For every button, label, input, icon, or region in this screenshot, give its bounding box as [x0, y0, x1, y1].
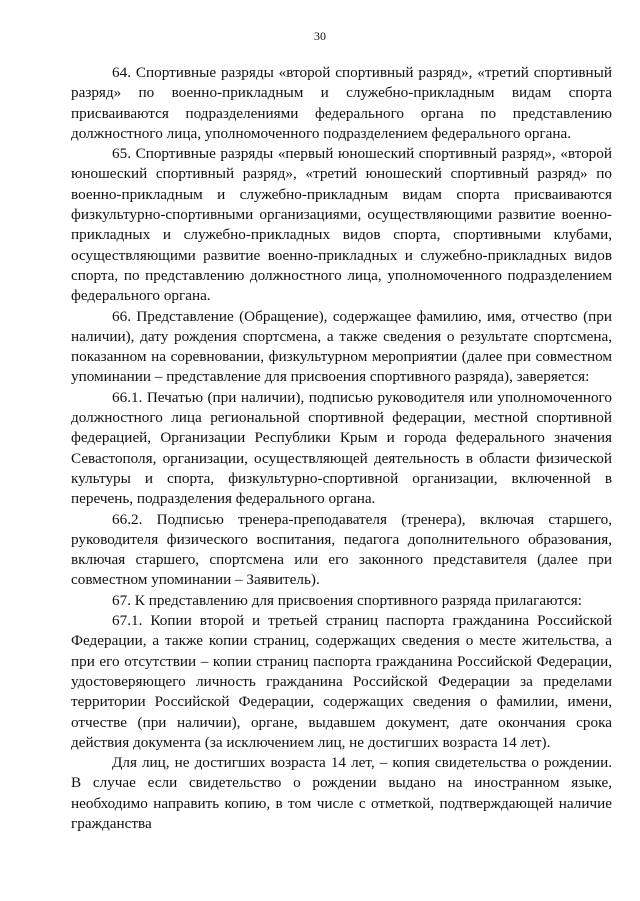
paragraph-67: 67. К представлению для присвоения спортивного разряда прилагаются:: [112, 591, 582, 609]
paragraph-65: 65. Спортивные разряды «первый юношеский спортивный разряд», «второй юношеский спортивный разряд», «третий юношеский спортивный разряд» по военно-прикладным и служебно-прикладным видам спорта присваиваются физкультурно-спортивными организациями, осуществляющими развитие военно-прикладных и служебно-прикладных видов спорта, спортивными клубами, осуществляющими развитие военно-прикладных и служебно-прикладных видов спорта, по представлению должностного лица, уполномоченного подразделением федерального органа.: [71, 145, 612, 305]
paragraph-67-1: 67.1. Копии второй и третьей страниц паспорта гражданина Российской Федерации, а также копии страниц, содержащих сведения о месте жительства, а при его отсутствии – копии страниц паспорта гражданина Российской Федерации, удостоверяющего личность гражданина Российской Федерации за пределами территории Российской Федерации, содержащих сведения о фамилии, имени, отчестве (при наличии), органе, выдавшем документ, дате окончания срока действия документа (за исключением лиц, не достигших возраста 14 лет).: [71, 612, 612, 751]
paragraph-66: 66. Представление (Обращение), содержащее фамилию, имя, отчество (при наличии), дату рождения спортсмена, а также сведения о результате спортсмена, показанном на соревновании, физкультурном мероприятии (далее при совместном упоминании – представление для присвоения спортивного разряда), заверяется:: [71, 307, 612, 386]
paragraph-minors: Для лиц, не достигших возраста 14 лет, – копия свидетельства о рождении. В случае если свидетельство о рождении выдано на иностранном языке, необходимо направить копию, в том числе с отметкой, подтверждающей наличие гражданства: [71, 754, 612, 832]
paragraph-66-2: 66.2. Подписью тренера-преподавателя (тренера), включая старшего, руководителя физического воспитания, педагога дополнительного образования, включая старшего, спортсмена или его законного представителя (далее при совместном упоминании – Заявитель).: [71, 510, 612, 589]
paragraph-64: 64. Спортивные разряды «второй спортивный разряд», «третий спортивный разряд» по военно-прикладным и служебно-прикладным видам спорта присваиваются подразделениями федерального органа по представлению должностного лица, уполномоченного подразделением федерального органа.: [71, 64, 612, 142]
paragraph-66-1: 66.1. Печатью (при наличии), подписью руководителя или уполномоченного должностного лица региональной спортивной федерации, местной спортивной федерацией, Организации Республики Крым и города федерального значения Севастополя, организации, осуществляющей деятельность в области физической культуры и спорта, физкультурно-спортивной организации, включенной в перечень, подразделения федерального органа.: [71, 388, 612, 508]
page-number: 30: [314, 29, 326, 43]
document-body: [71, 63, 612, 834]
